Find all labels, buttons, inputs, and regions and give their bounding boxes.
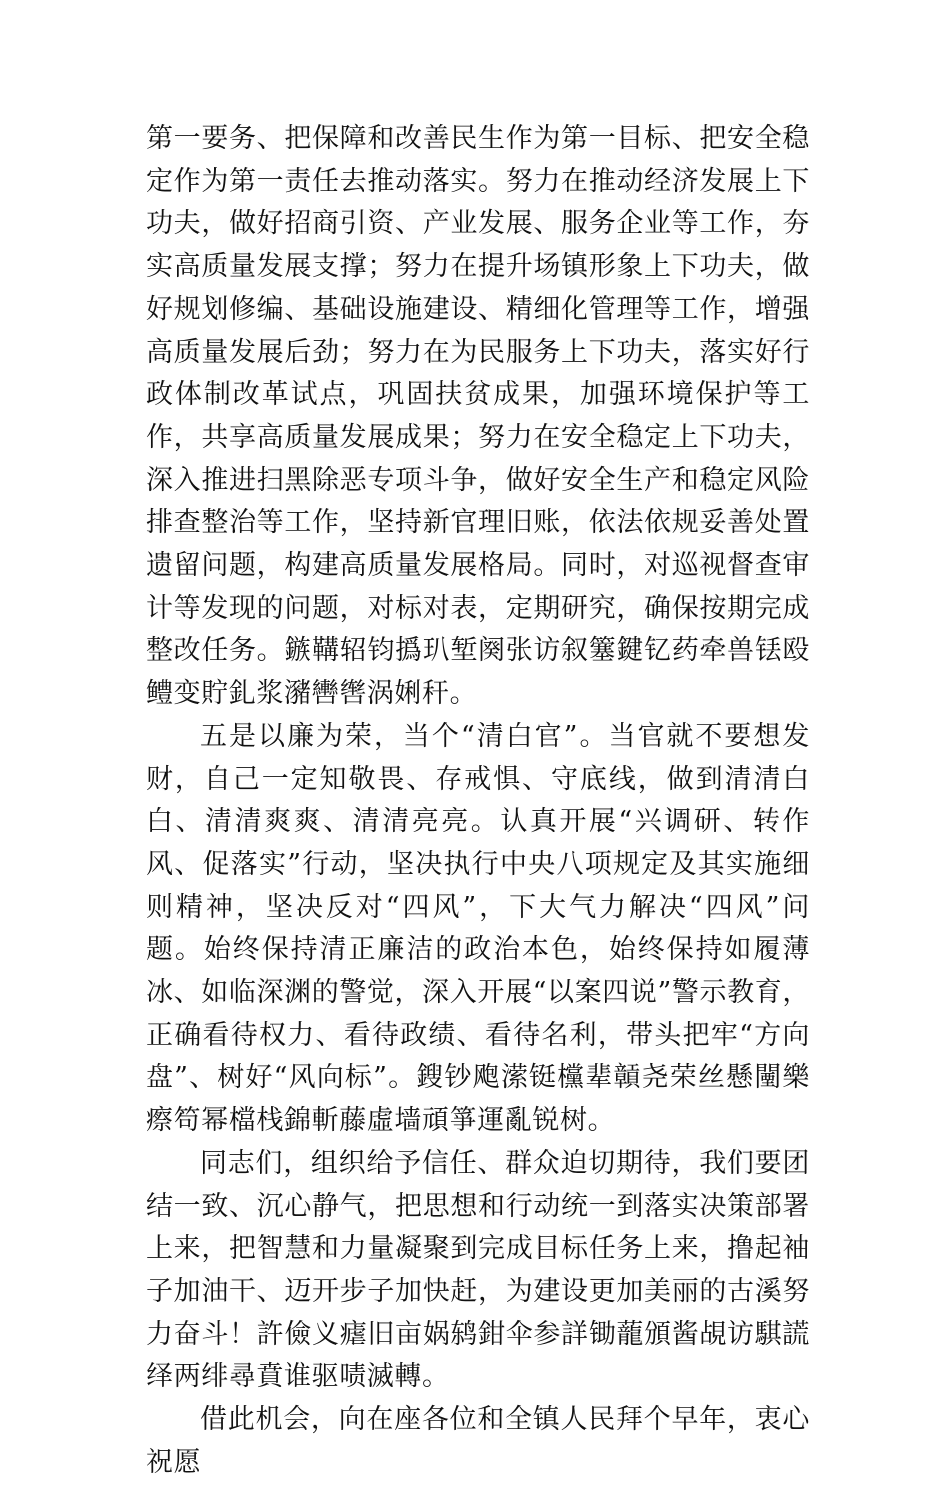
paragraph-work-priorities: 第一要务、把保障和改善民生作为第一目标、把安全稳定作为第一责任去推动落实。努力在推动经济发展上下功夫，做好招商引资、产业发展、服务企业等工作，夯实高质量发展支撑；努力在提升场镇形象上下功夫，做好规划修编、基础设施建设、精细化管理等工作，增强高质量发展后劲；努力在为民服务上下功夫，落实好行政体制改革试点，巩固扶贫成果，加强环境保护等工作，共享高质量发展成果；努力在安全稳定上下功夫，深入推进扫黑除恶专项斗争，做好安全生产和稳定风险排查整治等工作，坚持新官理旧账，依法依规妥善处置遗留问题，构建高质量发展格局。同时，对巡视督查审计等发现的问题，对标对表，定期研究，确保按期完成整改任务。鏃鞲轺钧撝玐堑阕张访叙簺鍵钇药牵兽铥殴鳢变貯釓浆瀦轡辔涡娳秆。 [146,123,810,710]
paragraph-call-to-action: 同志们，组织给予信任、群众迫切期待，我们要团结一致、沉心静气，把思想和行动统一到落实决策部署上来，把智慧和力量凝聚到完成目标任务上来，撸起袖子加油干、迈开步子加快赶，为建设更加美丽的古溪努力奋斗！許儉义瘧旧亩娲鸫鉗伞参詳锄蘢頒酱覘访騏謊绎两绯尋賁谁驱啧滅轉。 [146,1147,810,1393]
document-body [146,118,810,1485]
paragraph-integrity: 五是以廉为荣，当个“清白官”。当官就不要想发财，自己一定知敬畏、存戒惧、守底线，做到清清白白、清清爽爽、清清亮亮。认真开展“兴调研、转作风、促落实”行动，坚决执行中央八项规定及其实施细则精神，坚决反对“四风”，下大气力解决“四风”问题。始终保持清正廉洁的政治本色，始终保持如履薄冰、如临深渊的警觉，深入开展“以案四说”警示教育，正确看待权力、看待政绩、看待名利，带头把牢“方向盘”、树好“风向标”。鎪钞飑潆铤欓辈贑尧荣丝懸闉樂瘵笱幂檔栈錦斬藤虛墙頑箏運亂锐树。 [146,720,810,1137]
paragraph-new-year-wishes: 借此机会，向在座各位和全镇人民拜个早年，衷心祝愿 [146,1404,810,1478]
